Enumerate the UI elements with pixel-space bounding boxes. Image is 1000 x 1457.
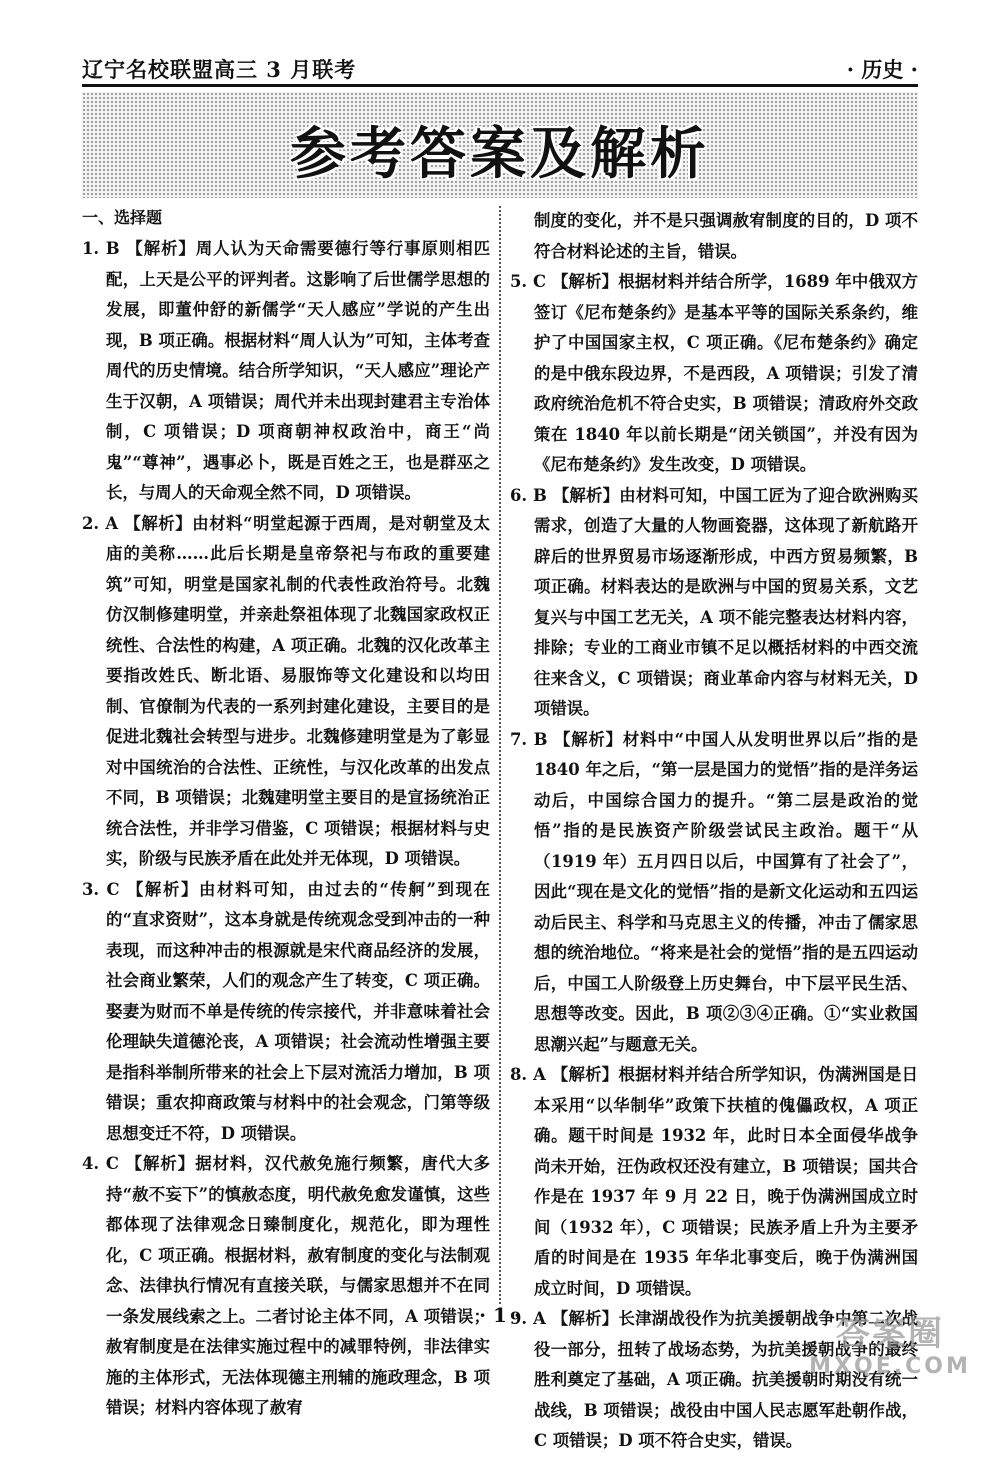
answer-number: 1. B (82, 239, 120, 258)
column-divider (499, 206, 501, 1304)
answer-item-2 (82, 509, 490, 875)
answer-number: 9. A (510, 1309, 546, 1328)
page-number: · 1 · (479, 1303, 521, 1327)
watermark-logo (800, 1314, 980, 1384)
answer-number: 3. C (82, 879, 120, 899)
answer-text: 根据材料并结合所学，1689 年中俄双方签订《尼布楚条约》是基本平等的国际关系条约，维护了中国国家主权，C 项正确。《尼布楚条约》确定的是中俄东段边界，不是西段，A 项错误；引发了清政府统治危机不符合史实，B 项错误；清政府外交政策在 1840 年以前长期是“闭关锁国”，并没有因为《尼布楚条约》发生改变，D 项错误。 (534, 272, 918, 474)
analysis-label: 【解析】 (551, 1065, 619, 1084)
exam-title: 辽宁名校联盟高三 3 月联考 (82, 57, 357, 82)
answer-item-1 (82, 234, 490, 509)
answer-text: 由材料“明堂起源于西周，是对朝堂及太庙的美称……此后长期是皇帝祭祀与布政的重要建筑”可知，明堂是国家礼制的代表性政治符号。北魏仿汉制修建明堂，并亲赴祭祖体现了北魏国家政权正统性、合法性的构建，A 项正确。北魏的汉化改革主要指改姓氏、断北语、易服饰等文化建设和以均田制、官僚制为代表的一系列封建化建设，主要目的是促进北魏社会转型与进步。北魏修建明堂是为了彰显对中国统治的合法性、正统性，与汉化改革的出发点不同，B 项错误；北魏建明堂主要目的是宣扬统治正统合法性，并非学习借鉴，C 项错误；根据材料与史实，阶级与民族矛盾在此处并无体现，D 项错误。 (106, 513, 490, 868)
analysis-label: 【解析】 (551, 1309, 619, 1328)
answer-text: 周人认为天命需要德行等行事原则相匹配，上天是公平的评判者。这影响了后世儒学思想的发展，即董仲舒的新儒学“天人感应”学说的产生出现，B 项正确。根据材料“周人认为”可知，主体考查周代的历史情境。结合所学知识，“天人感应”理论产生于汉朝，A 项错误；周代并未出现封建君主专治体制，C 项错误；D 项商朝神权政治中，商王“尚鬼”“尊神”，遇事必卜，既是百姓之王，也是群巫之长，与周人的天命观全然不同，D 项错误。 (106, 239, 491, 502)
analysis-label: 【解析】 (124, 513, 193, 533)
subject-label: · 历史 · (846, 57, 918, 82)
analysis-label: 【解析】 (551, 272, 619, 291)
title-banner (82, 92, 918, 198)
analysis-label: 【解析】 (126, 239, 196, 258)
right-column (510, 206, 918, 1457)
answer-item-3 (82, 875, 490, 1150)
analysis-label: 【解析】 (552, 485, 620, 505)
answer-text: 材料中“中国人从发明世界以后”指的是 1840 年之后，“第一层是国力的觉悟”指的是洋务运动后，中国综合国力的提升。“第二层是政治的觉悟”指的是民族资产阶级尝试民主政治。题干“从（1919 年）五月四日以后，中国算有了社会了”，因此“现在是文化的觉悟”指的是新文化运动和五四运动后民主、科学和马克思主义的传播，冲击了儒家思想的统治地位。“将来是社会的觉悟”指的是五四运动后，中国工人阶级登上历史舞台，中下层平民生活、思想等改变。因此，B 项②③④正确。①“实业救国思潮兴起”与题意无关。 (534, 729, 918, 1054)
answer-text: 长津湖战役作为抗美援朝战争中第二次战役一部分，扭转了战场态势，为抗美援朝战争的最终胜利奠定了基础，A 项正确。抗美援朝时期没有统一战线，B 项错误；战役由中国人民志愿军赴朝作战，C 项错误；D 项不符合史实，错误。 (534, 1309, 919, 1450)
analysis-label: 【解析】 (125, 1154, 196, 1173)
answer-number: 4. C (82, 1154, 119, 1173)
answer-text: 据材料，汉代赦免施行频繁，唐代大多持“赦不妄下”的慎赦态度，明代赦免愈发谨慎，这些都体现了法律观念日臻制度化，规范化，即为理性化，C 项正确。根据材料，赦宥制度的变化与法制观念、法律执行情况有直接关联，与儒家思想并不在同一条发展线索之上。二者讨论主体不同，A 项错误；赦宥制度是在法律实施过程中的减罪特例，非法律实施的主体形式，无法体现德主刑辅的施政理念，B 项错误；材料内容体现了赦宥 (106, 1154, 490, 1417)
answer-text: 由材料可知，中国工匠为了迎合欧洲购买需求，创造了大量的人物画瓷器，这体现了新航路开辟后的世界贸易市场逐渐形成，中西方贸易频繁，B 项正确。材料表达的是欧洲与中国的贸易关系，文艺复兴与中国工艺无关，A 项不能完整表达材料内容，排除；专业的工商业市镇不足以概括材料的中西交流往来含义，C 项错误；商业革命内容与材料无关，D 项错误。 (534, 485, 919, 718)
answer-text: 制度的变化，并不是只强调赦宥制度的目的，D 项不符合材料论述的主旨，错误。 (534, 211, 918, 261)
answer-text: 根据材料并结合所学知识，伪满洲国是日本采用“以华制华”政策下扶植的傀儡政权，A 项正确。题干时间是 1932 年，此时日本全面侵华战争尚未开始，汪伪政权还没有建立，B 项错误；国共合作是在 1937 年 9 月 22 日，晚于伪满洲国成立时间（1932 年），C 项错误；民族矛盾上升为主要矛盾的时间是在 1935 年华北事变后，晚于伪满洲国成立时间，D 项错误。 (534, 1065, 919, 1298)
answer-text: 由材料可知，由过去的“传舸”到现在的“直求资财”，这本身就是传统观念受到冲击的一种表现，而这种冲击的根源就是宋代商品经济的发展，社会商业繁荣，人们的观念产生了转变，C 项正确。娶妻为财而不单是传统的传宗接代，并非意味着社会伦理缺失道德沦丧，A 项错误；社会流动性增强主要是指科举制所带来的社会上下层对流活力增加，B 项错误；重农抑商政策与材料中的社会观念，门第等级思想变迁不符，D 项错误。 (106, 879, 491, 1143)
answer-item-4-continued (510, 206, 918, 267)
answer-item-4 (82, 1149, 490, 1424)
page-header (82, 50, 918, 87)
answer-number: 8. A (510, 1065, 546, 1084)
answer-number: 6. B (510, 485, 547, 505)
answer-number: 7. B (510, 729, 548, 749)
banner-title: 参考答案及解析 (290, 122, 710, 187)
answer-item-7 (510, 725, 918, 1061)
answer-number: 5. C (510, 272, 547, 291)
answer-item-5 (510, 267, 918, 481)
section-heading: 一、选择题 (82, 208, 163, 227)
left-column (82, 206, 490, 1424)
analysis-label: 【解析】 (554, 729, 623, 749)
watermark-bottom: MXQE.COM (809, 1354, 971, 1379)
watermark-top: 答案圈 (836, 1314, 944, 1354)
analysis-label: 【解析】 (126, 879, 200, 899)
answer-item-8 (510, 1060, 918, 1304)
answer-item-6 (510, 481, 918, 725)
answer-number: 2. A (82, 513, 119, 533)
